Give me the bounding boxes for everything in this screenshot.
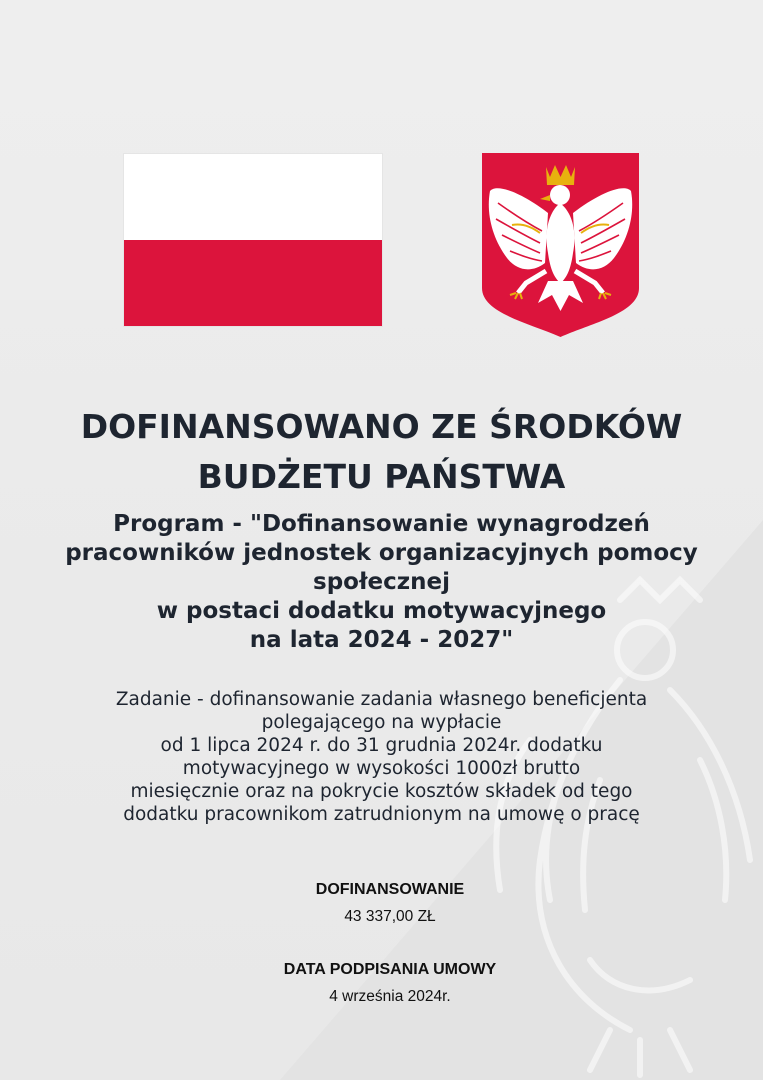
task-line: polegającego na wypłacie (261, 712, 502, 733)
task-line: dodatku pracownikom zatrudnionym na umowę o pracę (123, 804, 640, 825)
task-line: Zadanie - dofinansowanie zadania własnego beneficjenta (115, 689, 648, 710)
task-description (0, 688, 763, 826)
flag-red-stripe (124, 240, 382, 326)
polish-eagle-emblem-icon (482, 153, 639, 337)
task-line: miesięcznie oraz na pokrycie kosztów składek od tego (130, 781, 633, 802)
funding-amount: 43 337,00 ZŁ (344, 908, 436, 925)
funding-label: DOFINANSOWANIE (315, 881, 465, 898)
program-line: pracowników jednostek organizacyjnych pomocy (65, 540, 698, 566)
title-line: DOFINANSOWANO ZE ŚRODKÓW (80, 407, 683, 446)
polish-flag (124, 154, 382, 326)
program-line: społecznej (313, 569, 450, 595)
main-title (0, 402, 763, 502)
signing-date-value: 4 września 2024r. (329, 988, 451, 1005)
program-line: w postaci dodatku motywacyjnego (156, 598, 607, 624)
signing-date-label: DATA PODPISANIA UMOWY (283, 961, 497, 978)
task-line: od 1 lipca 2024 r. do 31 grudnia 2024r. dodatku (160, 735, 603, 756)
flag-white-stripe (124, 154, 382, 240)
title-line: BUDŻETU PAŃSTWA (197, 457, 566, 496)
program-description (0, 510, 763, 655)
program-line: na lata 2024 - 2027" (249, 627, 514, 653)
program-line: Program - "Dofinansowanie wynagrodzeń (113, 511, 650, 537)
task-line: motywacyjnego w wysokości 1000zł brutto (182, 758, 581, 779)
